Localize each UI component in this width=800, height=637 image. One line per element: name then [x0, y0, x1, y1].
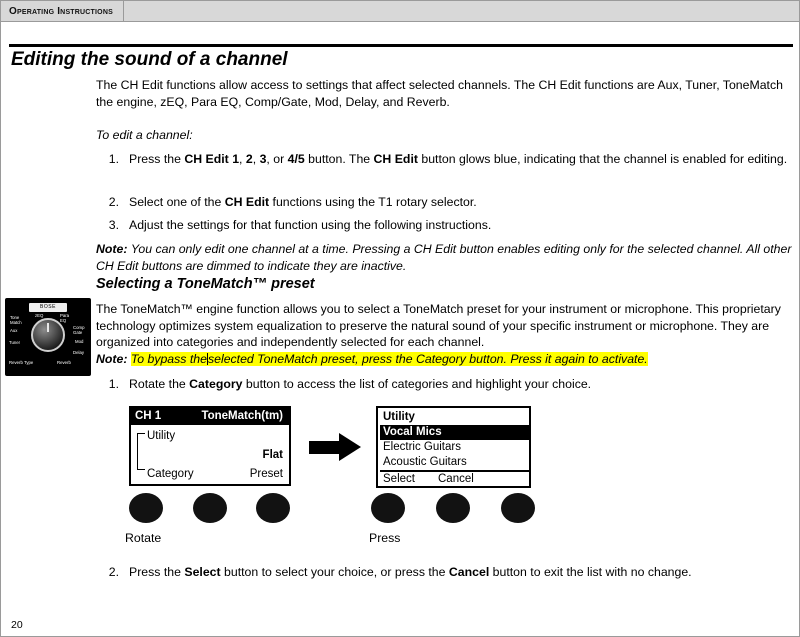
step-fragment: ,	[252, 152, 260, 166]
page-number: 20	[11, 619, 23, 631]
section-subtitle: Selecting a ToneMatch™ preset	[96, 276, 315, 292]
step-text	[129, 151, 789, 168]
knob-label-delay: Delay	[73, 350, 84, 355]
step-fragment: button glows blue, indicating that the channel is enabled for editing.	[417, 152, 788, 166]
step-text	[129, 194, 789, 211]
note-text-after-cursor: selected ToneMatch preset, press the Category button. Press it again to activate.	[207, 352, 648, 366]
display-list-item[interactable]: Acoustic Guitars	[383, 456, 467, 468]
step-number: 1.	[108, 377, 119, 391]
display-panel-channel	[129, 406, 291, 486]
note-block-highlighted	[96, 351, 800, 368]
step-number: 2.	[108, 565, 119, 579]
rotary-button-1[interactable]	[129, 493, 163, 523]
step-fragment: Press the	[129, 565, 185, 579]
step-fragment: CH Edit 1	[184, 152, 240, 166]
header-section-label: Operating Instructions	[9, 5, 113, 17]
step-fragment: button to access the list of categories and highlight your choice.	[242, 377, 592, 391]
display-list-title: Utility	[383, 411, 415, 423]
knob-label-zeq: zEQ	[35, 313, 44, 318]
knob-label-tuner: Tuner	[9, 340, 21, 345]
knob-label-aux: Aux	[10, 328, 18, 333]
caption-rotate: Rotate	[125, 531, 162, 545]
step-number: 2.	[108, 195, 119, 209]
display-list-item[interactable]: Electric Guitars	[383, 441, 461, 453]
bracket-bottom	[137, 460, 145, 470]
step-number: 3.	[108, 218, 119, 232]
display-panel-list	[376, 406, 531, 488]
step-fragment: 2	[245, 152, 253, 166]
step-fragment: Select	[184, 565, 221, 579]
page-header	[1, 1, 799, 22]
step-fragment: button. The	[304, 152, 374, 166]
rotary-selector-illustration	[5, 298, 91, 376]
softkey-select-label[interactable]: Select	[383, 473, 415, 485]
page-content	[1, 21, 800, 631]
flow-arrow-icon	[309, 433, 361, 461]
knob-label-tonematch: Tone Match	[10, 315, 22, 325]
step-fragment: 4/5	[287, 152, 305, 166]
display-row-preset: Preset	[249, 468, 283, 480]
step-text	[129, 376, 789, 393]
rotary-button-2[interactable]	[193, 493, 227, 523]
step-fragment: button to exit the list with no change.	[489, 565, 692, 579]
knob-label-compgate: Comp Gate	[73, 325, 85, 335]
knob-label-paraeq: Para EQ	[60, 313, 70, 323]
brand-logo	[29, 303, 67, 312]
note-label: Note:	[96, 242, 128, 256]
step-number: 1.	[108, 152, 119, 166]
header-section-tab	[1, 1, 124, 21]
display-softkey-bar	[380, 472, 529, 486]
step-fragment: 3	[259, 152, 267, 166]
rotary-button-4[interactable]	[371, 493, 405, 523]
to-edit-label: To edit a channel:	[96, 128, 193, 142]
note-block	[96, 241, 796, 274]
step-fragment: Select one of the	[129, 195, 225, 209]
step-fragment: Cancel	[448, 565, 490, 579]
rotary-button-6[interactable]	[501, 493, 535, 523]
note-text: You can only edit one channel at a time. Pressing a CH Edit button enables editing only for the selected channel. All other CH Edit buttons are dimmed to indicate they are inactive.	[96, 242, 792, 273]
step-fragment: functions using the T1 rotary selector.	[269, 195, 477, 209]
step-fragment: button to select your choice, or press the	[220, 565, 449, 579]
highlighted-note-text	[131, 352, 648, 366]
tonematch-paragraph: The ToneMatch™ engine function allows you to select a ToneMatch preset for your instrument or microphone. This proprietary technology optimizes system equalization to preserve the natural sound of your specific instrument or microphone. They are organized into categories and independently selected for each channel.	[96, 302, 781, 349]
softkey-cancel-label[interactable]: Cancel	[438, 473, 474, 485]
knob-label-mod: Mod	[75, 339, 84, 344]
t1-rotary-knob	[31, 318, 65, 352]
caption-press: Press	[369, 531, 401, 545]
knob-label-reverb: Reverb	[57, 360, 71, 365]
display-channel-label: CH 1	[135, 410, 162, 422]
display-row-flat: Flat	[262, 449, 283, 461]
step-fragment: CH Edit	[373, 152, 418, 166]
note-text-before-cursor: To bypass the	[130, 352, 207, 366]
step-fragment: ,	[239, 152, 246, 166]
display-header-bar	[131, 408, 289, 425]
step-fragment: Adjust the settings for that function using the following instructions.	[129, 218, 492, 232]
step-text	[129, 564, 800, 581]
brand-logo-label: BOSE	[40, 304, 56, 310]
knob-label-reverbtype: Reverb Type	[9, 360, 34, 365]
rotary-button-5[interactable]	[436, 493, 470, 523]
step-fragment: , or	[266, 152, 288, 166]
step-fragment: CH Edit	[224, 195, 270, 209]
display-row-category: Category	[147, 468, 194, 480]
step-fragment: Rotate the	[129, 377, 190, 391]
display-row-utility: Utility	[147, 430, 176, 442]
display-mode-label: ToneMatch(tm)	[201, 410, 283, 422]
display-list-item-selected[interactable]: Vocal Mics	[380, 425, 529, 440]
note-label: Note:	[96, 352, 128, 366]
step-fragment: Category	[189, 377, 243, 391]
step-fragment: Press the	[129, 152, 185, 166]
page-title: Editing the sound of a channel	[11, 49, 288, 70]
title-rule	[9, 44, 793, 47]
rotary-button-3[interactable]	[256, 493, 290, 523]
step-text	[129, 217, 789, 234]
intro-paragraph: The CH Edit functions allow access to settings that affect selected channels. The CH Edit functions are Aux, Tuner, ToneMatch the engine, zEQ, Para EQ, Comp/Gate, Mod, Delay, and Reverb.	[96, 78, 783, 109]
